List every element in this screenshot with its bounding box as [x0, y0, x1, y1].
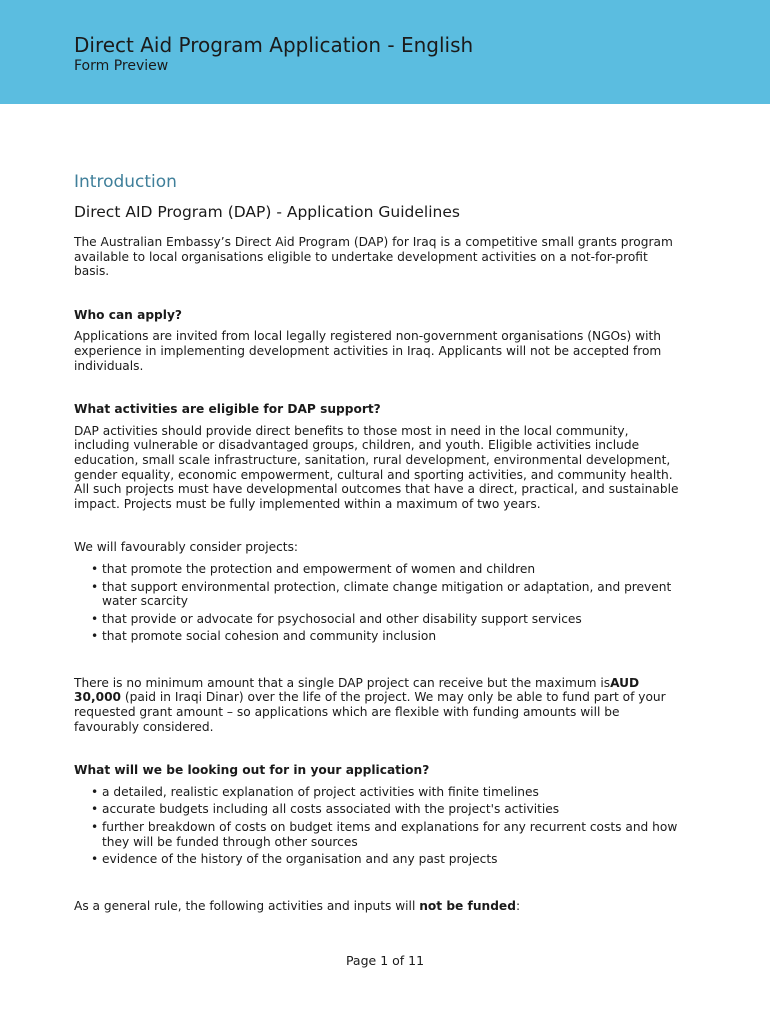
who-can-apply-text: Applications are invited from local legally registered non-government organisations (NGOs) with experience in implementing development activities in Iraq. Applicants will not be accepted from individuals. [74, 329, 662, 373]
list-item: • that provide or advocate for psychosocial and other disability support services [91, 611, 582, 626]
lookout-list [74, 785, 684, 867]
bullet-icon: • [91, 579, 99, 594]
bullet-icon: • [91, 784, 99, 799]
document-body [74, 171, 684, 913]
list-item: • accurate budgets including all costs associated with the project's activities [91, 802, 560, 817]
list-item: • a detailed, realistic explanation of project activities with finite timelines [91, 784, 539, 799]
list-item: • that promote social cohesion and community inclusion [91, 629, 437, 644]
eligible-activities-heading: What activities are eligible for DAP support? [74, 402, 381, 417]
who-can-apply-heading: Who can apply? [74, 307, 182, 322]
section-title: Introduction [74, 172, 177, 192]
document-title: Direct AID Program (DAP) - Application Guidelines [74, 203, 460, 221]
general-rule-paragraph: As a general rule, the following activities and inputs will not be funded: [74, 898, 521, 913]
favour-lead: We will favourably consider projects: [74, 540, 299, 555]
not-funded-emphasis: not be funded [419, 898, 516, 913]
lookout-heading: What will we be looking out for in your application? [74, 763, 430, 778]
list-item: • that promote the protection and empowerment of women and children [91, 561, 536, 576]
bullet-icon: • [91, 629, 99, 644]
form-header [0, 0, 770, 104]
bullet-icon: • [91, 852, 99, 867]
favour-list [74, 562, 684, 644]
list-item: • further breakdown of costs on budget items and explanations for any recurrent costs and how they will be funded through other sources [91, 820, 678, 849]
bullet-icon: • [91, 561, 99, 576]
list-item: • evidence of the history of the organisation and any past projects [91, 852, 498, 867]
max-amount: AUD 30,000 [74, 675, 640, 705]
form-title: Direct Aid Program Application - English [74, 33, 474, 57]
eligible-activities-text: DAP activities should provide direct benefits to those most in need in the local community, including vulnerable or disadvantaged groups, children, and youth. Eligible activities include education, small scale infrastructure, sanitation, rural development, environmental development, gender equality, economic empowerment, cultural and sporting activities, and community health. All such projects must have developmental outcomes that have a direct, practical, and sustainable impact. Projects must be fully implemented within a maximum of two years. [74, 423, 679, 511]
bullet-icon: • [91, 802, 99, 817]
form-subtitle: Form Preview [74, 58, 169, 74]
bullet-icon: • [91, 820, 99, 835]
max-amount-paragraph: There is no minimum amount that a single DAP project can receive but the maximum isAUD 30,000 (paid in Iraqi Dinar) over the life of the project. We may only be able to fund part of your requested grant amount – so applications which are flexible with funding amounts will be favourably considered. [74, 675, 666, 734]
bullet-icon: • [91, 611, 99, 626]
page-number: Page 1 of 11 [345, 953, 425, 968]
list-item: • that support environmental protection, climate change mitigation or adaptation, and prevent water scarcity [91, 579, 672, 609]
intro-paragraph: The Australian Embassy’s Direct Aid Program (DAP) for Iraq is a competitive small grants program available to local organisations eligible to undertake development activities on a not-for-profit basis. [74, 235, 673, 279]
